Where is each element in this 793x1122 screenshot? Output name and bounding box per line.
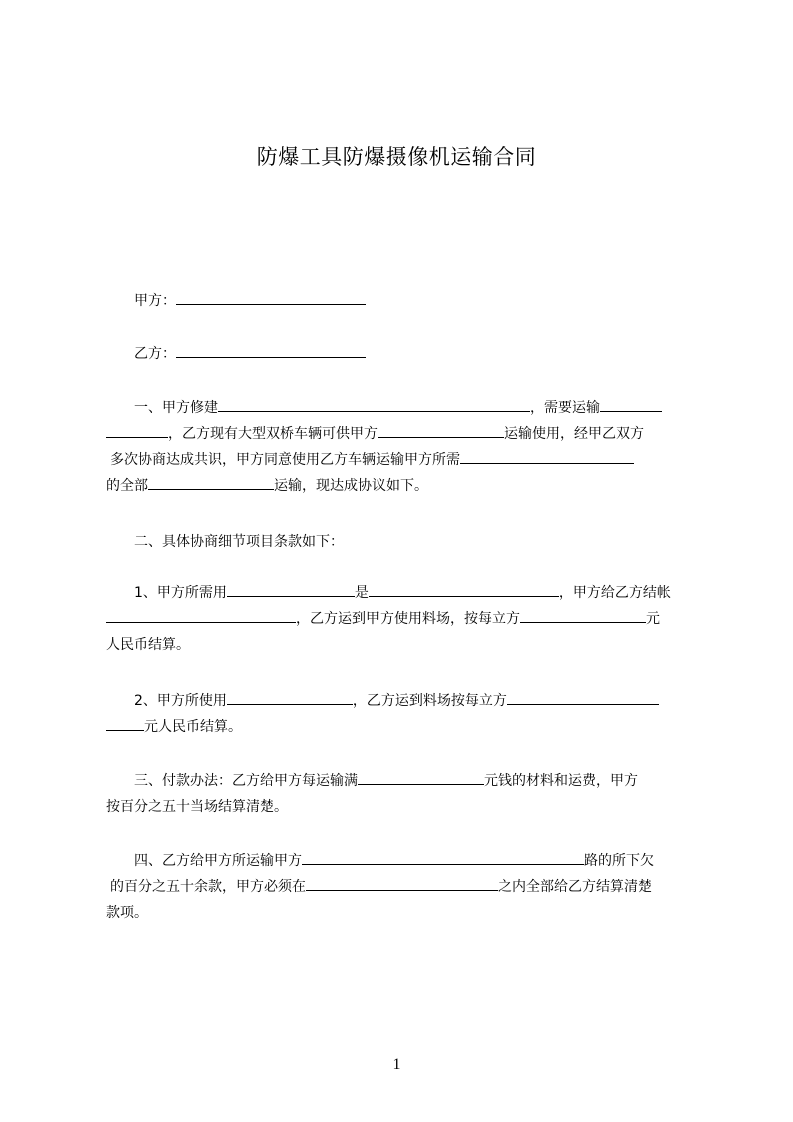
item-1-blank-material[interactable] [227,582,355,597]
item-2-blank-price[interactable] [507,690,659,705]
item-1-blank-price[interactable] [520,608,646,623]
clause-3-text: 元钱的材料和运费，甲方 [484,773,638,789]
clause-3 [106,768,702,820]
party-b-label: 乙方： [134,346,176,362]
clause-1-text: 的全部 [106,478,148,494]
clause-2 [106,529,702,555]
clause-4 [106,848,702,926]
clause-4-text: 路的所下欠 [584,853,654,869]
item-2-text: 元人民币结算。 [144,719,242,735]
item-1-blank-spec[interactable] [369,582,559,597]
item-2 [106,688,702,740]
clause-3-blank-amount[interactable] [358,770,484,785]
clause-1 [106,395,702,499]
item-2-text: 2、甲方所使用 [134,693,227,709]
document-title: 防爆工具防爆摄像机运输合同 [256,145,537,169]
page-number: 1 [392,1056,401,1073]
clause-1-text: 一、甲方修建 [134,400,218,416]
clause-1-text: 运输使用，经甲乙双方 [504,426,644,442]
clause-4-text: 款项。 [106,905,148,921]
clause-1-blank-needs[interactable] [460,449,634,464]
clause-1-text: 运输，现达成协议如下。 [274,478,428,494]
item-1-text: 1、甲方所需用 [134,585,227,601]
item-1-text: 是 [354,585,369,601]
clause-3-text: 三、付款办法：乙方给甲方每运输满 [134,773,358,789]
party-b-line [106,341,702,367]
clause-1-text: ，乙方现有大型双桥车辆可供甲方 [168,426,378,442]
item-1-text: ，甲方给乙方结帐 [558,585,671,601]
clause-2-text: 二、具体协商细节项目条款如下： [134,534,344,550]
clause-4-text: 之内全部给乙方结算清楚 [498,879,652,895]
clause-4-text: 四、乙方给甲方所运输甲方 [134,853,302,869]
clause-1-text: ，需要运输 [530,400,600,416]
item-1 [106,580,702,658]
party-b-blank[interactable] [176,343,366,358]
clause-1-blank-all[interactable] [148,475,274,490]
item-2-text: ，乙方运到料场按每立方 [352,693,507,709]
clause-4-text: 的百分之五十余款，甲方必须在 [110,879,306,895]
clause-1-blank-material[interactable] [600,397,662,412]
item-2-blank-price-cont[interactable] [106,716,144,731]
party-a-line [106,288,702,314]
party-a-blank[interactable] [176,290,366,305]
item-1-text: 人民币结算。 [106,637,190,653]
clause-3-text: 按百分之五十当场结算清楚。 [106,799,288,815]
item-1-text: 元 [646,611,660,627]
item-1-blank-account[interactable] [106,608,296,623]
clause-1-blank-material-cont[interactable] [106,423,168,438]
party-a-label: 甲方： [134,293,176,309]
clause-4-blank-deadline[interactable] [306,876,498,891]
clause-1-text: 多次协商达成共识，甲方同意使用乙方车辆运输甲方所需 [110,452,460,468]
clause-1-blank-project[interactable] [218,397,530,412]
item-1-text: ，乙方运到甲方使用料场，按每立方 [296,611,520,627]
clause-4-blank-road[interactable] [302,850,584,865]
item-2-blank-material[interactable] [227,690,353,705]
clause-1-blank-usage[interactable] [378,423,504,438]
